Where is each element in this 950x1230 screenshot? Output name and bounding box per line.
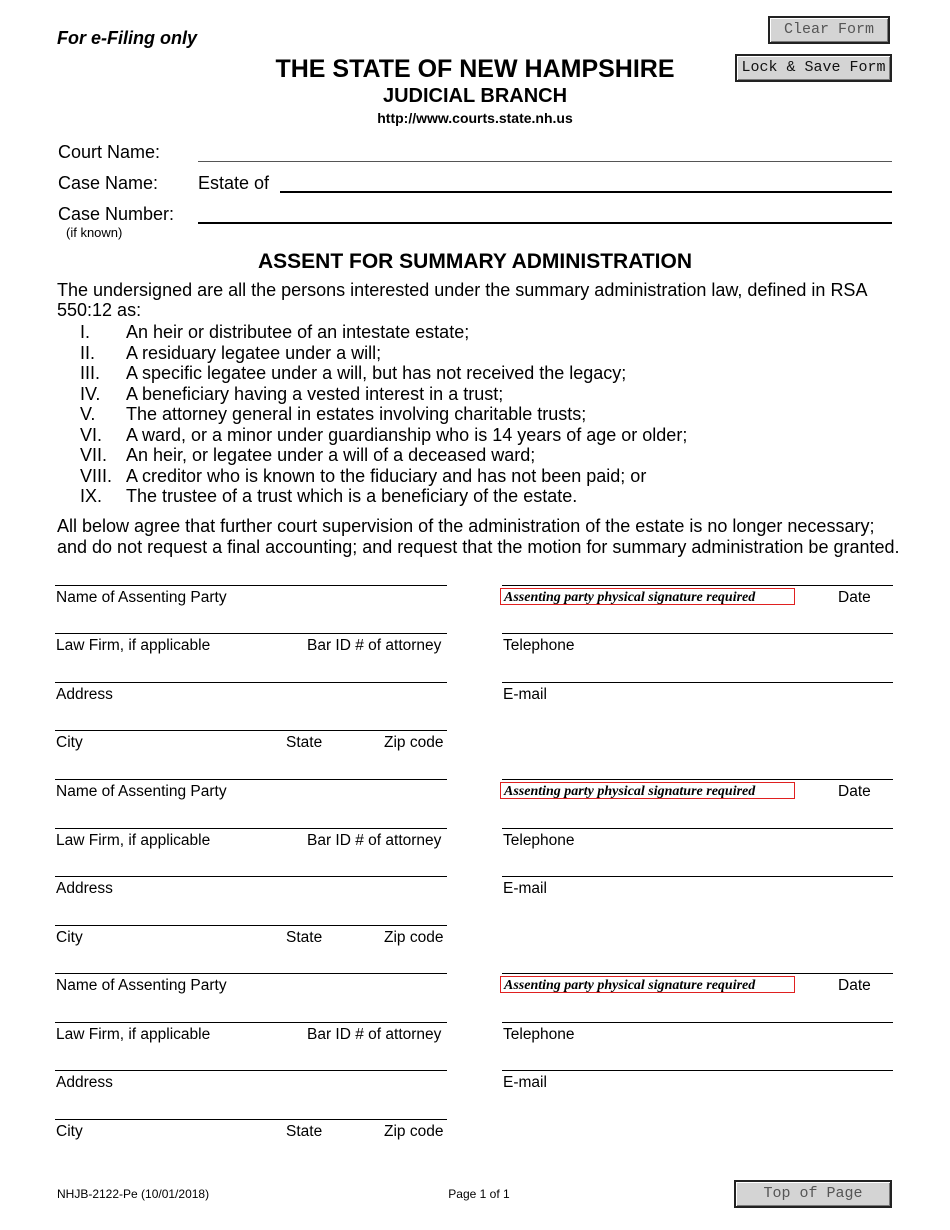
court-name-line <box>198 161 892 162</box>
email-label: E-mail <box>503 1074 547 1091</box>
city-label: City <box>56 929 83 946</box>
lock-save-form-button[interactable]: Lock & Save Form <box>735 54 892 82</box>
list-item: IX. The trustee of a trust which is a beneficiary of the estate. <box>80 486 578 506</box>
party-name-line[interactable] <box>55 973 447 974</box>
name-of-assenting-party-label: Name of Assenting Party <box>56 783 227 800</box>
city-state-zip-line[interactable] <box>55 730 447 731</box>
telephone-line[interactable] <box>502 633 893 634</box>
efiling-notice: For e-Filing only <box>57 28 197 48</box>
clear-form-button[interactable]: Clear Form <box>768 16 890 44</box>
email-label: E-mail <box>503 880 547 897</box>
name-of-assenting-party-label: Name of Assenting Party <box>56 977 227 994</box>
law-firm-label: Law Firm, if applicable <box>56 1026 211 1043</box>
address-line[interactable] <box>55 876 447 877</box>
telephone-label: Telephone <box>503 832 575 849</box>
zip-label: Zip code <box>384 1123 444 1140</box>
telephone-line[interactable] <box>502 1022 893 1023</box>
bar-id-label: Bar ID # of attorney <box>307 1026 442 1043</box>
court-url: http://www.courts.state.nh.us <box>377 110 573 126</box>
city-state-zip-line[interactable] <box>55 1119 447 1120</box>
telephone-line[interactable] <box>502 828 893 829</box>
zip-label: Zip code <box>384 734 444 751</box>
city-label: City <box>56 1123 83 1140</box>
date-label: Date <box>838 783 871 800</box>
form-title: ASSENT FOR SUMMARY ADMINISTRATION <box>258 250 692 273</box>
branch-title: JUDICIAL BRANCH <box>382 85 568 107</box>
interested-persons-list <box>80 322 687 507</box>
case-name-field[interactable] <box>282 173 890 192</box>
signature-line[interactable] <box>502 973 893 974</box>
case-number-field[interactable] <box>200 203 890 222</box>
signature-required-note: Assenting party physical signature required <box>500 782 795 799</box>
list-item: II. A residuary legatee under a will; <box>80 342 382 363</box>
top-of-page-button[interactable]: Top of Page <box>734 1180 892 1208</box>
signature-line[interactable] <box>502 585 893 586</box>
address-label: Address <box>56 1074 113 1091</box>
address-label: Address <box>56 686 113 703</box>
email-line[interactable] <box>502 1070 893 1071</box>
if-known-note: (if known) <box>66 225 123 240</box>
list-item: VI. A ward, or a minor under guardianship who is 14 years of age or older; <box>80 424 688 445</box>
state-label: State <box>286 1123 323 1140</box>
estate-of-label: Estate of <box>198 173 270 193</box>
state-label: State <box>286 929 323 946</box>
law-firm-label: Law Firm, if applicable <box>56 832 211 849</box>
bar-id-label: Bar ID # of attorney <box>307 832 442 849</box>
case-number-label: Case Number: <box>58 204 175 224</box>
telephone-label: Telephone <box>503 637 575 654</box>
form-id: NHJB-2122-Pe (10/01/2018) <box>57 1187 210 1201</box>
date-label: Date <box>838 977 871 994</box>
address-line[interactable] <box>55 1070 447 1071</box>
address-line[interactable] <box>55 682 447 683</box>
law-firm-line[interactable] <box>55 1022 447 1023</box>
zip-label: Zip code <box>384 929 444 946</box>
case-name-label: Case Name: <box>58 173 159 193</box>
bar-id-label: Bar ID # of attorney <box>307 637 442 654</box>
city-state-zip-line[interactable] <box>55 925 447 926</box>
court-name-label: Court Name: <box>58 142 161 162</box>
email-line[interactable] <box>502 682 893 683</box>
state-label: State <box>286 734 323 751</box>
case-name-line <box>280 191 892 193</box>
list-item: III. A specific legatee under a will, but has not received the legacy; <box>80 363 627 383</box>
case-number-line <box>198 222 892 224</box>
signature-line[interactable] <box>502 779 893 780</box>
signature-required-note: Assenting party physical signature required <box>500 976 795 993</box>
law-firm-line[interactable] <box>55 828 447 829</box>
email-label: E-mail <box>503 686 547 703</box>
city-label: City <box>56 734 83 751</box>
party-name-line[interactable] <box>55 779 447 780</box>
list-item: VII. An heir, or legatee under a will of a deceased ward; <box>80 445 536 465</box>
page-number: Page 1 of 1 <box>448 1187 510 1201</box>
state-title: THE STATE OF NEW HAMPSHIRE <box>275 55 675 83</box>
law-firm-line[interactable] <box>55 633 447 634</box>
list-item: I. An heir or distributee of an intestate estate; <box>80 322 470 342</box>
agreement-paragraph: All below agree that further court supervision of the administration of the estate is no longer necessary; and do not request a final accounting; and request that the motion for summary administration be granted. <box>57 516 900 557</box>
law-firm-label: Law Firm, if applicable <box>56 637 211 654</box>
name-of-assenting-party-label: Name of Assenting Party <box>56 589 227 606</box>
list-item: VIII. A creditor who is known to the fiduciary and has not been paid; or <box>80 465 647 486</box>
signature-required-note: Assenting party physical signature required <box>500 588 795 605</box>
court-name-field[interactable] <box>200 142 890 161</box>
list-item: V. The attorney general in estates involving charitable trusts; <box>80 404 587 424</box>
intro-paragraph: The undersigned are all the persons interested under the summary administration law, defined in RSA 550:12 as: <box>57 280 867 320</box>
list-item: IV. A beneficiary having a vested interest in a trust; <box>80 383 504 404</box>
address-label: Address <box>56 880 113 897</box>
email-line[interactable] <box>502 876 893 877</box>
party-name-line[interactable] <box>55 585 447 586</box>
telephone-label: Telephone <box>503 1026 575 1043</box>
date-label: Date <box>838 589 871 606</box>
